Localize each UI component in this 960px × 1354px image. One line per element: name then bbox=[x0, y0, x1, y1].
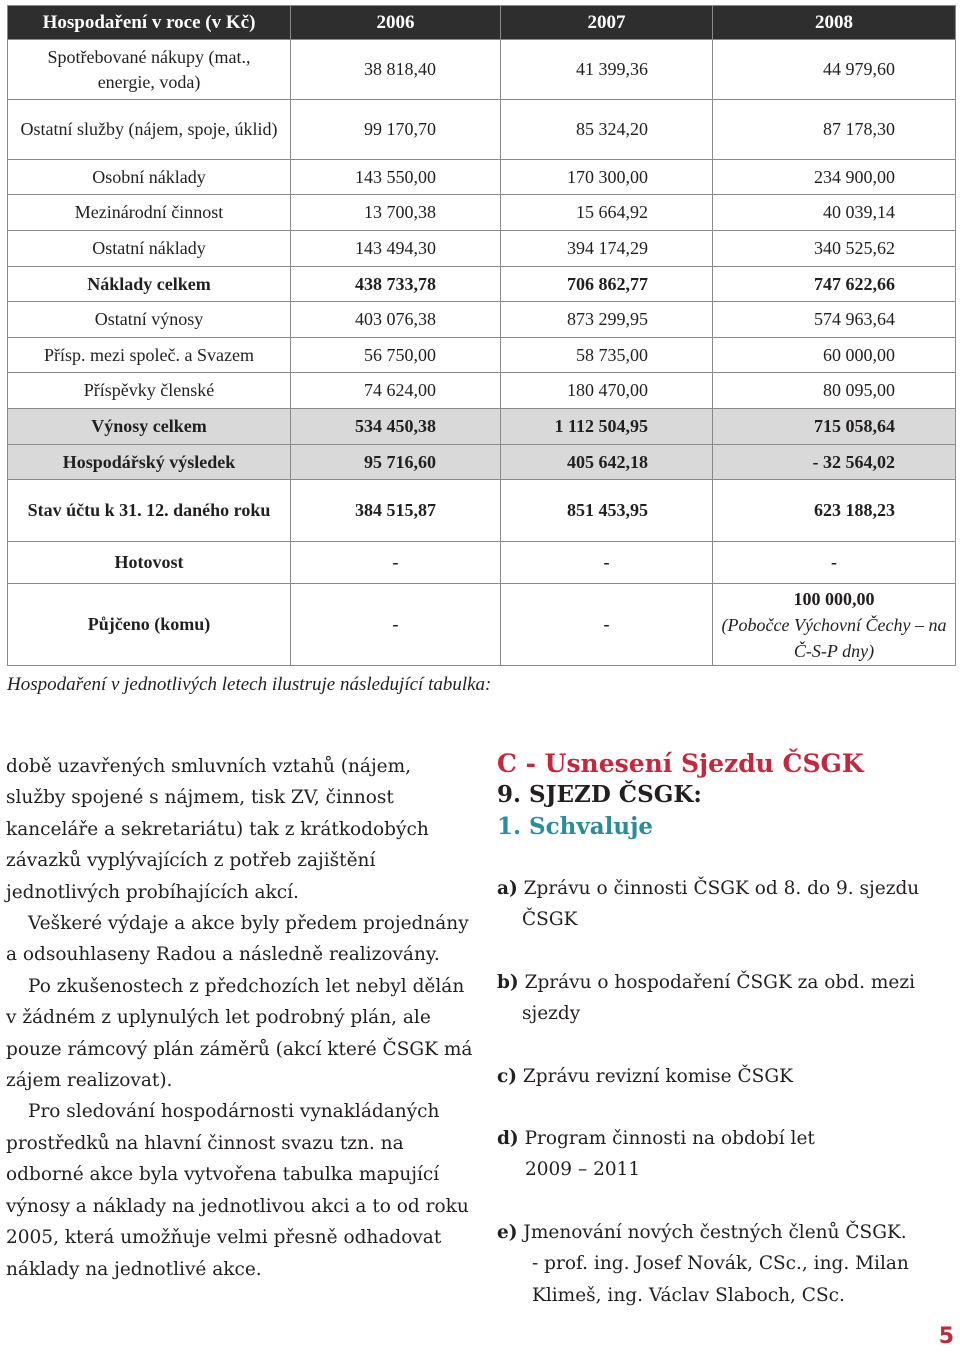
congress-heading: 9. SJEZD ČSGK: bbox=[497, 781, 702, 808]
header-year-2007: 2007 bbox=[501, 6, 713, 40]
cell-2006: 74 624,00 bbox=[291, 373, 501, 409]
table-row bbox=[8, 195, 956, 231]
table-row bbox=[8, 160, 956, 195]
cell-2006: 143 550,00 bbox=[291, 160, 501, 195]
cell-2007: 1 112 504,95 bbox=[501, 409, 713, 445]
cell-2008: - bbox=[713, 542, 956, 584]
row-label: Osobní náklady bbox=[8, 160, 291, 195]
item-letter: e) bbox=[497, 1221, 518, 1243]
table-row-loan bbox=[8, 584, 956, 666]
item-letter: d) bbox=[497, 1128, 519, 1150]
cell-2006: 384 515,87 bbox=[291, 480, 501, 542]
item-text-cont: ČSGK bbox=[522, 909, 578, 931]
cell-2006: 38 818,40 bbox=[291, 40, 501, 100]
cell-2007: 405 642,18 bbox=[501, 445, 713, 480]
cell-2007: 170 300,00 bbox=[501, 160, 713, 195]
cell-2006: 13 700,38 bbox=[291, 195, 501, 231]
cell-2006: - bbox=[291, 542, 501, 584]
item-text: Zprávu revizní komise ČSGK bbox=[522, 1065, 793, 1087]
paragraph: Po zkušenostech z předchozích let nebyl dělán v žádném z uplynulých let podrobný plán, ale pouze rámcový plán záměrů (akcí které ČSGK má zájem realizovat). bbox=[6, 975, 473, 1092]
cell-2006: - bbox=[291, 584, 501, 666]
table-row bbox=[8, 338, 956, 373]
header-label bbox=[8, 6, 291, 40]
item-text-cont: Klimeš, ing. Václav Slaboch, CSc. bbox=[532, 1284, 845, 1306]
cell-2006: 534 450,38 bbox=[291, 409, 501, 445]
cell-2008: - 32 564,02 bbox=[713, 445, 956, 480]
cell-2008: 715 058,64 bbox=[713, 409, 956, 445]
cell-2008: 574 963,64 bbox=[713, 302, 956, 338]
cell-2008: 60 000,00 bbox=[713, 338, 956, 373]
table-row-account-balance bbox=[8, 480, 956, 542]
row-label bbox=[8, 40, 291, 100]
cell-2008: 40 039,14 bbox=[713, 195, 956, 231]
cell-2006: 403 076,38 bbox=[291, 302, 501, 338]
list-item bbox=[497, 1123, 957, 1186]
left-column bbox=[6, 751, 476, 1285]
cell-2008: 44 979,60 bbox=[713, 40, 956, 100]
cell-2007: - bbox=[501, 542, 713, 584]
cell-2006: 56 750,00 bbox=[291, 338, 501, 373]
cell-2007: 706 862,77 bbox=[501, 267, 713, 302]
cell-2008: 623 188,23 bbox=[713, 480, 956, 542]
list-item bbox=[497, 873, 957, 936]
row-label bbox=[8, 100, 291, 160]
cell-2008: 234 900,00 bbox=[713, 160, 956, 195]
table-row-total-costs bbox=[8, 267, 956, 302]
row-label bbox=[8, 480, 291, 542]
row-label: Výnosy celkem bbox=[8, 409, 291, 445]
row-label-text: Ostatní služby (nájem, spoje, úklid) bbox=[20, 119, 278, 139]
list-item bbox=[497, 1217, 957, 1311]
item-text-cont: 2009 – 2011 bbox=[525, 1159, 641, 1181]
loan-note: (Pobočce Výchovní Čechy – na Č-S-P dny) bbox=[721, 614, 947, 661]
cell-2008: 747 622,66 bbox=[713, 267, 956, 302]
cell-2008: 87 178,30 bbox=[713, 100, 956, 160]
item-text: Zprávu o hospodaření ČSGK za obd. mezi bbox=[524, 971, 916, 993]
cell-2008: 340 525,62 bbox=[713, 231, 956, 267]
cell-2006: 438 733,78 bbox=[291, 267, 501, 302]
cell-2008 bbox=[713, 584, 956, 666]
table-row bbox=[8, 40, 956, 100]
item-text: Jmenování nových čestných členů ČSGK. bbox=[523, 1221, 907, 1243]
cell-2007: 180 470,00 bbox=[501, 373, 713, 409]
header-year-2006: 2006 bbox=[291, 6, 501, 40]
row-label: Hospodářský výsledek bbox=[8, 445, 291, 480]
cell-2006: 99 170,70 bbox=[291, 100, 501, 160]
cell-2007: 41 399,36 bbox=[501, 40, 713, 100]
item-text-cont: - prof. ing. Josef Novák, CSc., ing. Milan bbox=[532, 1253, 909, 1275]
table-caption: Hospodaření v jednotlivých letech ilustruje následující tabulka: bbox=[7, 674, 492, 695]
table-row-economic-result bbox=[8, 445, 956, 480]
row-label: Náklady celkem bbox=[8, 267, 291, 302]
paragraph: Pro sledování hospodárnosti vynakládaných prostředků na hlavní činnost svazu tzn. na odborné akce byla vytvořena tabulka mapující výnosy a náklady na jednotlivou akci a to od roku 2005, která umožňuje velmi přesně odhadovat náklady na jednotlivé akce. bbox=[6, 1101, 469, 1280]
list-item bbox=[497, 1061, 957, 1092]
item-letter: a) bbox=[497, 878, 518, 899]
cell-2006: 95 716,60 bbox=[291, 445, 501, 480]
table-row bbox=[8, 373, 956, 409]
item-text: Zprávu o činnosti ČSGK od 8. do 9. sjezdu bbox=[523, 878, 920, 899]
cell-2007: - bbox=[501, 584, 713, 666]
paragraph: době uzavřených smluvních vztahů (nájem, služby spojené s nájmem, tisk ZV, činnost kanceláře a sekretariátu) tak z krátkodobých závazků vyplývajících z potřeb zajištění jednotlivých probíhajících akcí. bbox=[6, 756, 429, 903]
item-text: Program činnosti na období let bbox=[524, 1128, 815, 1150]
item-letter: c) bbox=[497, 1065, 518, 1087]
item-text-cont: sjezdy bbox=[522, 1003, 581, 1025]
row-label: Půjčeno (komu) bbox=[8, 584, 291, 666]
row-label-text: Stav účtu k 31. 12. daného roku bbox=[27, 500, 271, 520]
approves-heading: 1. Schvaluje bbox=[497, 813, 654, 840]
cell-2007: 85 324,20 bbox=[501, 100, 713, 160]
table-row bbox=[8, 100, 956, 160]
right-column bbox=[497, 748, 957, 1311]
row-label: Příspěvky členské bbox=[8, 373, 291, 409]
list-item bbox=[497, 967, 957, 1030]
table-header-row bbox=[8, 6, 956, 40]
cell-2008: 80 095,00 bbox=[713, 373, 956, 409]
cell-2007: 394 174,29 bbox=[501, 231, 713, 267]
row-label: Ostatní výnosy bbox=[8, 302, 291, 338]
page-number: 5 bbox=[938, 1324, 954, 1349]
item-letter: b) bbox=[497, 971, 519, 993]
cell-2007: 851 453,95 bbox=[501, 480, 713, 542]
cell-2006: 143 494,30 bbox=[291, 231, 501, 267]
table-row-total-revenue bbox=[8, 409, 956, 445]
cell-2007: 58 735,00 bbox=[501, 338, 713, 373]
cell-2007: 15 664,92 bbox=[501, 195, 713, 231]
table-row-cash bbox=[8, 542, 956, 584]
row-label: Hotovost bbox=[8, 542, 291, 584]
loan-amount: 100 000,00 bbox=[793, 588, 875, 609]
header-year-2008: 2008 bbox=[713, 6, 956, 40]
finance-table bbox=[7, 5, 956, 666]
table-row bbox=[8, 231, 956, 267]
row-label: Ostatní náklady bbox=[8, 231, 291, 267]
cell-2007: 873 299,95 bbox=[501, 302, 713, 338]
table-row bbox=[8, 302, 956, 338]
row-label: Přísp. mezi společ. a Svazem bbox=[8, 338, 291, 373]
resolution-heading: C - Usnesení Sjezdu ČSGK bbox=[497, 749, 864, 778]
header-label-text: Hospodaření v roce (v Kč) bbox=[42, 11, 256, 33]
paragraph: Veškeré výdaje a akce byly předem projednány a odsouhlaseny Radou a následně realizovány. bbox=[6, 913, 469, 966]
row-label-text: Spotřebované nákupy (mat., energie, voda) bbox=[47, 46, 251, 92]
row-label: Mezinárodní činnost bbox=[8, 195, 291, 231]
